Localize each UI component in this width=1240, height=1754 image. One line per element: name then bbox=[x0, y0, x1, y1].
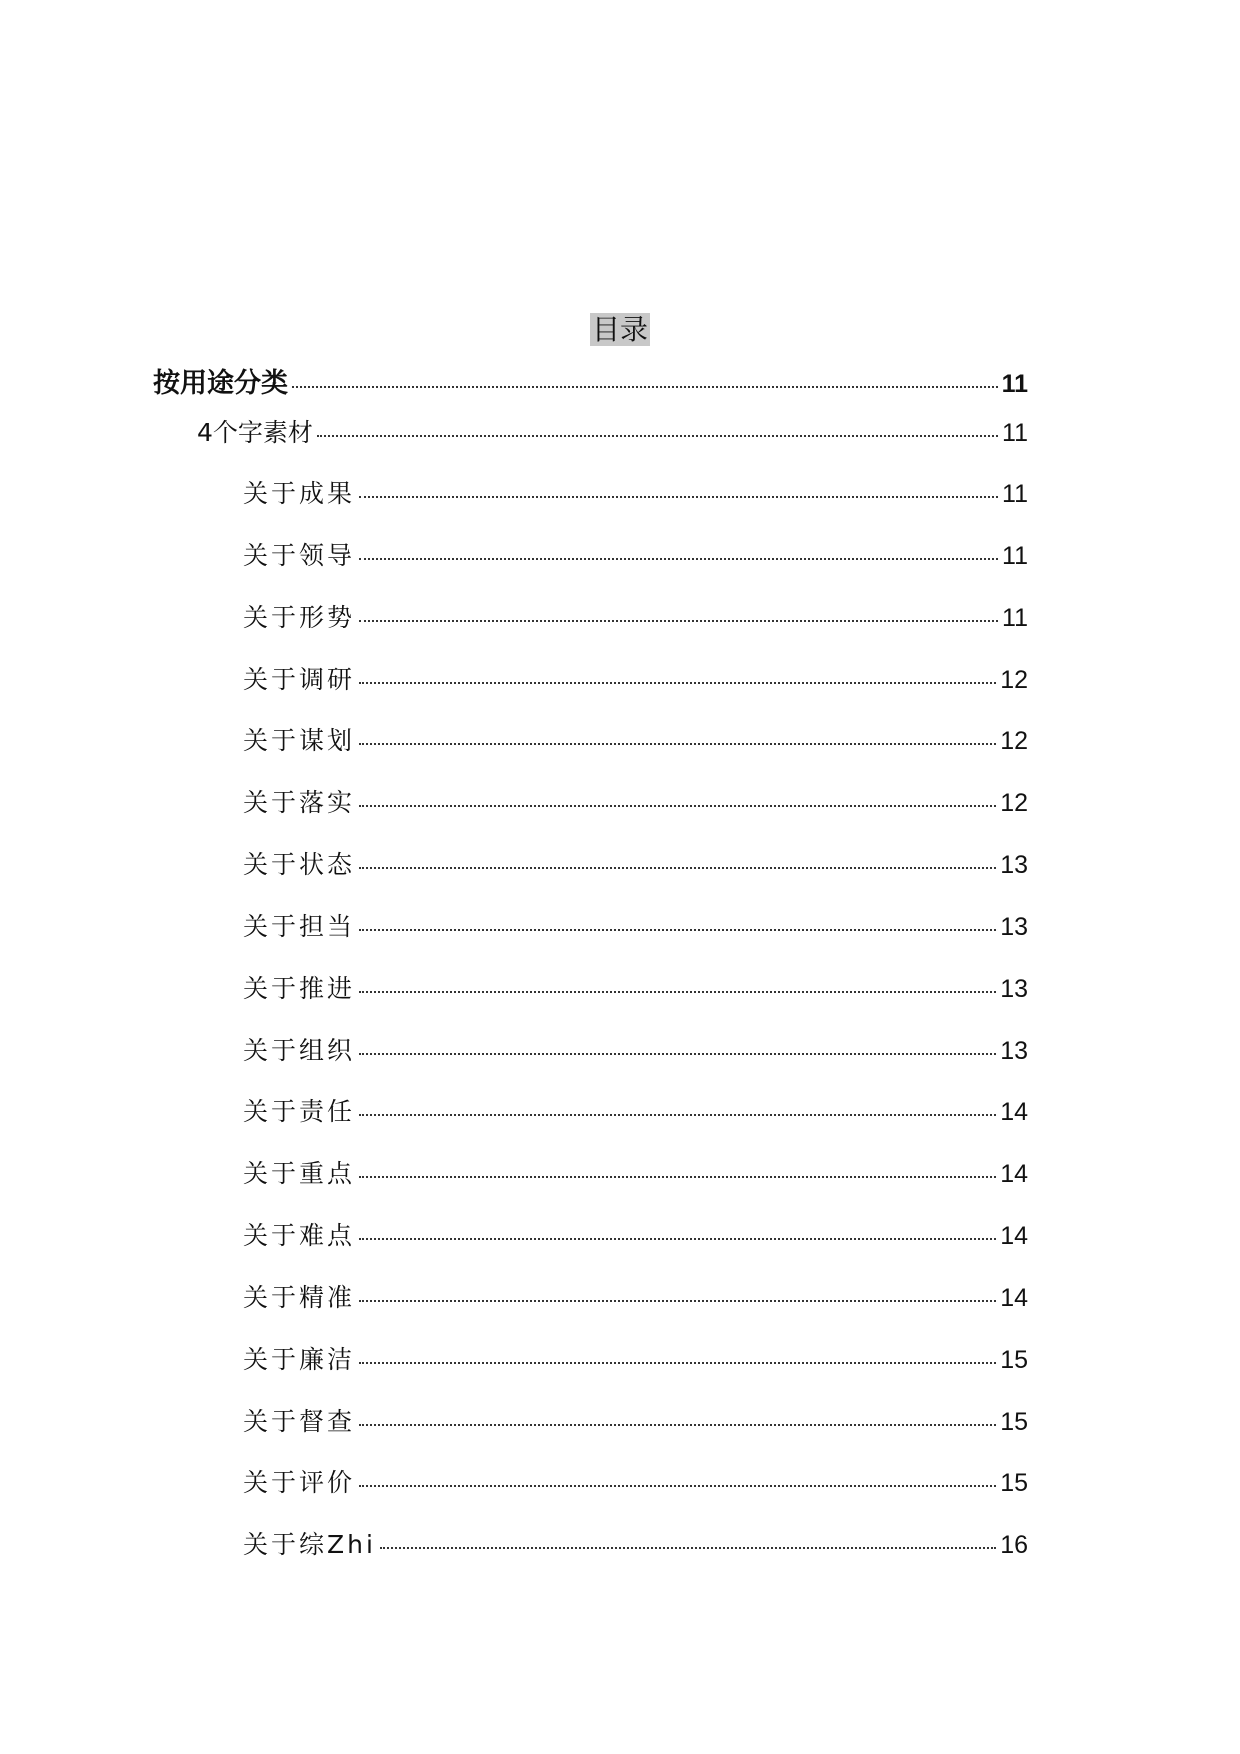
toc-entry-label: 关于调研 bbox=[243, 665, 356, 694]
toc-entry-label: 关于重点 bbox=[243, 1159, 356, 1188]
toc-entry-label: 关于责任 bbox=[243, 1097, 356, 1126]
toc-entry-label: 关于推进 bbox=[243, 974, 356, 1003]
toc-entry-page: 11 bbox=[1002, 419, 1028, 447]
toc-entry-label: 关于综Zhi bbox=[243, 1530, 376, 1559]
toc-entry[interactable] bbox=[243, 1216, 1028, 1256]
toc-entry-label: 关于状态 bbox=[243, 850, 356, 879]
toc-leader bbox=[359, 620, 998, 622]
toc-entry[interactable] bbox=[243, 660, 1028, 700]
toc-entry-page: 13 bbox=[1000, 851, 1028, 879]
toc-leader bbox=[359, 867, 996, 869]
toc-entry-page: 11 bbox=[1002, 480, 1028, 508]
toc-entry-label: 关于落实 bbox=[243, 788, 356, 817]
toc-entry-label: 按用途分类 bbox=[153, 368, 288, 399]
toc-leader bbox=[359, 743, 996, 745]
toc-entry-label: 关于廉洁 bbox=[243, 1345, 356, 1374]
toc-entry-page: 15 bbox=[1000, 1408, 1028, 1436]
toc-entry-label: 关于成果 bbox=[243, 479, 356, 508]
toc-entry-page: 15 bbox=[1000, 1346, 1028, 1374]
toc-entry[interactable] bbox=[243, 845, 1028, 885]
toc-leader bbox=[359, 1176, 996, 1178]
toc-entry[interactable] bbox=[243, 1154, 1028, 1194]
toc-entry[interactable] bbox=[243, 969, 1028, 1009]
toc-leader bbox=[359, 1053, 996, 1055]
toc-title bbox=[0, 310, 1240, 350]
toc-entry-page: 14 bbox=[1000, 1160, 1028, 1188]
toc-entry-page: 12 bbox=[1000, 666, 1028, 694]
toc-leader bbox=[359, 1238, 996, 1240]
toc-leader bbox=[359, 1362, 996, 1364]
toc-entry[interactable] bbox=[243, 721, 1028, 761]
toc-entry-label: 关于谋划 bbox=[243, 726, 356, 755]
toc-entry-page: 12 bbox=[1000, 727, 1028, 755]
toc-entry[interactable] bbox=[243, 1525, 1028, 1565]
toc-entry-page: 11 bbox=[1002, 542, 1028, 570]
toc-leader bbox=[359, 805, 996, 807]
toc-entry-page: 13 bbox=[1000, 975, 1028, 1003]
toc-leader bbox=[359, 991, 996, 993]
toc-leader bbox=[317, 435, 998, 437]
toc-entry-label: 关于评价 bbox=[243, 1468, 356, 1497]
toc-entry[interactable] bbox=[243, 474, 1028, 514]
toc-entry-label: 关于担当 bbox=[243, 912, 356, 941]
toc-entry[interactable] bbox=[243, 783, 1028, 823]
toc-leader bbox=[359, 1300, 996, 1302]
toc-entry-page: 16 bbox=[1000, 1531, 1028, 1559]
toc-leader bbox=[359, 929, 996, 931]
toc-leader bbox=[359, 1424, 996, 1426]
toc-entry[interactable] bbox=[243, 1031, 1028, 1071]
toc-entry-page: 13 bbox=[1000, 913, 1028, 941]
toc-entry-page: 14 bbox=[1000, 1222, 1028, 1250]
toc-entry-label: 关于精准 bbox=[243, 1283, 356, 1312]
toc-entry[interactable] bbox=[153, 364, 1028, 404]
toc-entry[interactable] bbox=[243, 1402, 1028, 1442]
toc-entry-page: 14 bbox=[1000, 1284, 1028, 1312]
toc-leader bbox=[292, 386, 998, 388]
toc-leader bbox=[359, 558, 998, 560]
toc-entry[interactable] bbox=[243, 1092, 1028, 1132]
toc-entry-label: 关于难点 bbox=[243, 1221, 356, 1250]
toc-leader bbox=[359, 496, 998, 498]
toc-entry-page: 14 bbox=[1000, 1098, 1028, 1126]
toc-entry-label: 关于形势 bbox=[243, 603, 356, 632]
toc-entry[interactable] bbox=[243, 1278, 1028, 1318]
toc-entry[interactable] bbox=[243, 907, 1028, 947]
toc-entry[interactable] bbox=[243, 598, 1028, 638]
toc-entry-label: 关于组织 bbox=[243, 1036, 356, 1065]
toc-entry-page: 15 bbox=[1000, 1469, 1028, 1497]
toc-leader bbox=[359, 1114, 996, 1116]
toc-entry[interactable] bbox=[243, 536, 1028, 576]
toc-title-text: 目录 bbox=[591, 313, 648, 346]
toc-entry-page: 12 bbox=[1000, 789, 1028, 817]
toc-entry[interactable] bbox=[243, 1463, 1028, 1503]
toc-entry-page: 11 bbox=[1001, 370, 1028, 398]
toc-entry[interactable] bbox=[243, 1340, 1028, 1380]
toc-leader bbox=[359, 682, 996, 684]
toc-entry-page: 11 bbox=[1002, 604, 1028, 632]
toc-entry[interactable] bbox=[197, 413, 1028, 453]
toc-leader bbox=[359, 1485, 996, 1487]
toc-entry-label: 关于领导 bbox=[243, 541, 356, 570]
toc-entry-page: 13 bbox=[1000, 1037, 1028, 1065]
toc-entry-label: 4个字素材 bbox=[197, 418, 313, 447]
toc-leader bbox=[380, 1547, 996, 1549]
toc-entry-label: 关于督查 bbox=[243, 1407, 356, 1436]
